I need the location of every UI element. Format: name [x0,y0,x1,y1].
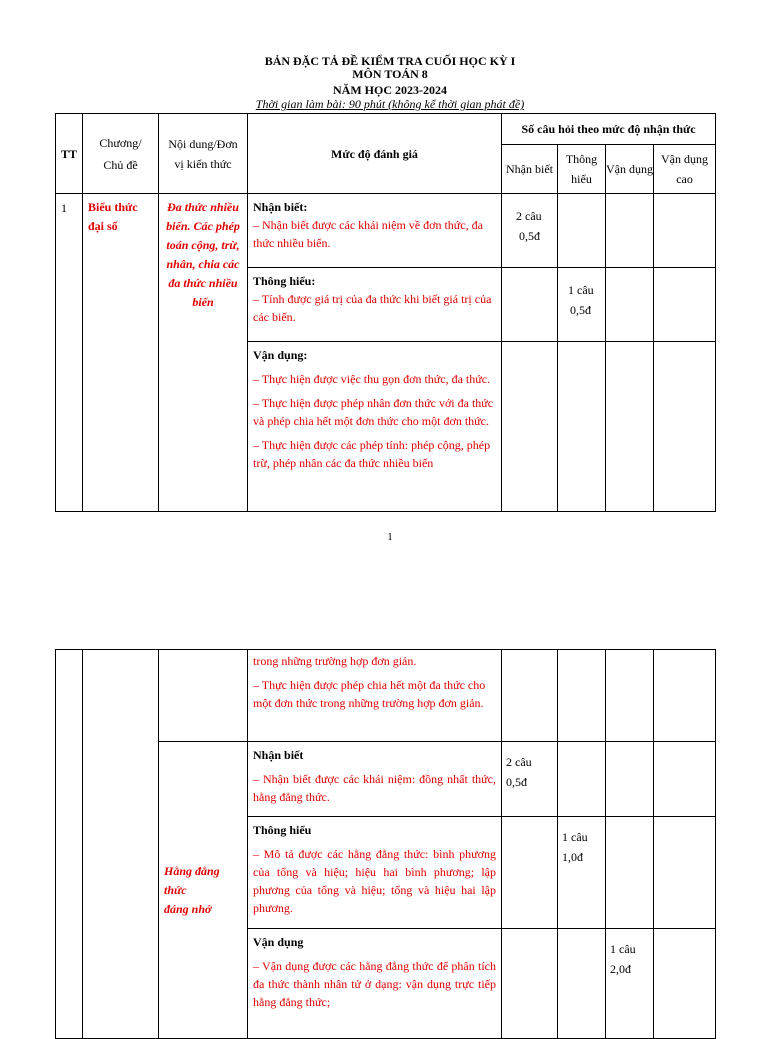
header-chapter-text: Chương/ Chủ đề [99,135,142,172]
row1-vdc-empty3 [654,342,716,512]
p2-nb-empty3 [502,929,558,1039]
spec-table-page2 [55,649,716,1039]
row1-nb-score: 0,5đ [519,229,540,243]
p2-nb-score: 0,5đ [506,775,527,789]
header-level-group: Số câu hỏi theo mức độ nhận thức [502,114,716,145]
p2-cont-nb [502,650,558,742]
header-level-vdc: Vận dụng cao [654,145,716,194]
header-level-nb: Nhận biết [502,145,558,194]
p2-vd-empty2 [606,817,654,929]
doc-title-line1: BẢN ĐẶC TẢ ĐỀ KIỂM TRA CUỐI HỌC KỲ I [264,54,516,68]
doc-title-line2: MÔN TOÁN 8 [352,67,428,81]
row1-vd-item-1: – Thực hiện được việc thu gọn đơn thức, đa thức. [253,372,491,386]
p2-content-hdt [159,742,248,1039]
p2-nb-desc [248,742,502,817]
doc-title-line3: NĂM HỌC 2023-2024 [333,83,447,97]
p2-tt-cont [56,650,83,1039]
p2-vd-text: – Vận dụng được các hằng đẳng thức để phân tích đa thức thành nhân tử ở dạng: vận dụng trực tiếp hằng đẳng thức; [253,959,496,1009]
row1-nb-title: Nhận biết: [253,200,308,214]
header-tt: TT [56,114,83,194]
p2-nb-empty2 [502,817,558,929]
p2-nb-cell [502,742,558,817]
row1-th-desc [248,268,502,342]
p2-th-title: Thông hiểu [253,823,312,837]
p2-th-cell [558,817,606,929]
row1-vd-empty1 [606,194,654,268]
row1-nb-count: 2 câu [516,209,542,223]
row1-vdc-empty2 [654,268,716,342]
p2-cont-th [558,650,606,742]
header-content [159,114,248,194]
p2-vdc-empty2 [654,817,716,929]
p2-nb-title: Nhận biết [253,748,304,762]
p2-vdc-empty3 [654,929,716,1039]
p2-nb-count: 2 câu [506,755,532,769]
row1-vd-item-2: – Thực hiện được phép nhân đơn thức với đa thức và phép chia hết một đơn thức cho một đơn thức. [253,396,494,428]
row1-vd-title: Vận dụng: [253,348,308,362]
p2-vd-cell [606,929,654,1039]
page-number: 1 [387,531,393,543]
p2-vd-empty1 [606,742,654,817]
spec-table-page1 [55,113,716,512]
row1-content: Đa thức nhiều biến. Các phép toán cộng, trừ, nhân, chia các đa thức nhiều biến [159,194,248,512]
row1-th-empty1 [558,194,606,268]
p2-content-hdt-line1: Hằng đẳng [164,863,220,878]
row1-tt: 1 [56,194,83,512]
row1-th-empty3 [558,342,606,512]
p2-vd-title: Vận dụng [253,935,304,949]
row1-nb-desc [248,194,502,268]
row1-chapter: Biểu thức đại số [83,194,159,512]
header-level-th: Thông hiểu [558,145,606,194]
row1-th-text: – Tính được giá trị của đa thức khi biết giá trị của các biến. [253,292,492,324]
row1-vd-item-3: – Thực hiện được các phép tính: phép cộng, phép trừ, phép nhân các đa thức nhiều biến [253,438,491,470]
p2-nb-text: – Nhận biết được các khái niệm: đồng nhất thức, hằng đẳng thức. [253,772,496,804]
header-chapter [83,114,159,194]
p2-th-empty1 [558,742,606,817]
row1-nb-empty2 [502,268,558,342]
header-assessment: Mức độ đánh giá [248,114,502,194]
p2-th-text: – Mô tả được các hằng đẳng thức: bình phương của tổng và hiệu; hiệu hai bình phương; lập phương của tổng và hiệu; tổng và hiệu hai lập phương. [253,847,496,915]
p2-cont-vdc [654,650,716,742]
row1-nb-empty3 [502,342,558,512]
row1-vdc-empty1 [654,194,716,268]
time-note: Thời gian làm bài: 90 phút (không kể thời gian phát đề) [255,97,525,111]
row1-th-cell [558,268,606,342]
p2-cont-item-1: trong những trường hợp đơn giản. [253,654,417,668]
p2-vd-score: 2,0đ [610,962,631,976]
p2-vd-count: 1 câu [610,942,636,956]
p2-content-cont [159,650,248,742]
p2-chapter-cont [83,650,159,1039]
row1-th-count: 1 câu [568,283,594,297]
p2-vd-desc [248,929,502,1039]
p2-cont-vd [606,650,654,742]
p2-th-desc [248,817,502,929]
header-content-text: Nội dung/Đơn vị kiến thức [168,136,238,171]
p2-th-score: 1,0đ [562,850,583,864]
p2-cont-item-2: – Thực hiện được phép chia hết một đa thức cho một đơn thức trong những trường hợp đơn giản. [253,678,486,710]
p2-content-hdt-line3: đáng nhớ [164,901,212,916]
p2-content-hdt-line2: thức [164,882,187,897]
row1-nb-text: – Nhận biết được các khái niệm về đơn thức, đa thức nhiều biến. [253,218,483,250]
row1-vd-desc [248,342,502,512]
row1-th-score: 0,5đ [570,303,591,317]
row1-th-title: Thông hiểu: [253,274,316,288]
p2-vdc-empty1 [654,742,716,817]
p2-th-empty3 [558,929,606,1039]
header-level-vd: Vận dụng [606,145,654,194]
row1-nb-cell [502,194,558,268]
p2-th-count: 1 câu [562,830,588,844]
row1-vd-empty2 [606,268,654,342]
p2-cont-desc [248,650,502,742]
row1-vd-empty3 [606,342,654,512]
